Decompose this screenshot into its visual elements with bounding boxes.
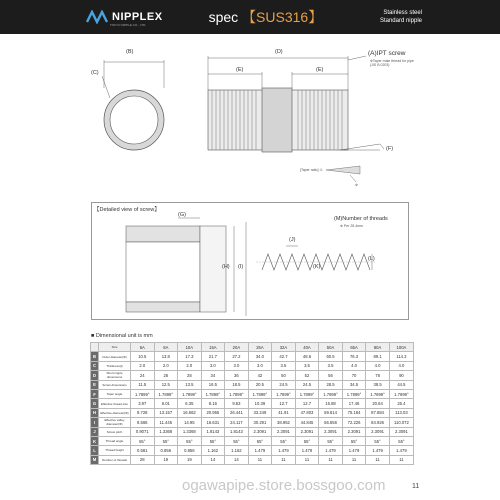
dimension-table-title: ■ Dimensional unit is mm (91, 333, 153, 339)
table-cell: 1.7899° (248, 389, 272, 398)
table-cell: 34 (201, 371, 225, 380)
table-cell: 11 (389, 455, 413, 464)
table-cell: 14 (201, 455, 225, 464)
table-cell: 38.952 (272, 418, 296, 427)
table-header-key (91, 343, 99, 352)
label-e-left: (E) (236, 67, 244, 73)
table-cell: 6.01 (154, 399, 178, 408)
row-name: Effective valley diameter(Φ) (99, 418, 131, 427)
title-material: 【SUS316】 (242, 9, 323, 25)
table-cell: 17.46 (342, 399, 366, 408)
table-cell: 4.0 (366, 361, 390, 370)
table-cell: 75.184 (342, 408, 366, 417)
table-cell: 2.3091 (389, 427, 413, 436)
table-cell: 9.53 (225, 399, 249, 408)
table-cell: 14 (225, 455, 249, 464)
table-cell: 26.441 (225, 408, 249, 417)
table-header-cell: 50A (319, 343, 343, 352)
row-name: Outer diameter(Φ) (99, 352, 131, 361)
table-cell: 0.856 (154, 446, 178, 455)
table-cell: 76.3 (342, 352, 366, 361)
label-h: (H) (222, 264, 230, 270)
table-cell: 84.926 (366, 418, 390, 427)
table-cell: 78 (366, 371, 390, 380)
table-cell: 1.7899° (342, 389, 366, 398)
table-header-cell: 65A (342, 343, 366, 352)
table-cell: 55° (342, 436, 366, 445)
table-cell: 0.581 (131, 446, 155, 455)
table-cell: 18.5 (225, 380, 249, 389)
table-cell: 55° (248, 436, 272, 445)
table-cell: 1.3368 (154, 427, 178, 436)
per-note: ※ Per 25.4mm (340, 224, 363, 228)
row-key: E (91, 380, 99, 389)
label-b: (B) (126, 49, 134, 55)
table-cell: 2.3091 (342, 427, 366, 436)
table-cell: 90 (389, 371, 413, 380)
table-cell: 1.7899° (201, 389, 225, 398)
table-cell: 87.884 (366, 408, 390, 417)
table-cell: 1.479 (342, 446, 366, 455)
label-i: (I) (238, 264, 244, 270)
table-cell: 2.3091 (295, 427, 319, 436)
table-cell: 11 (366, 455, 390, 464)
table-header-cell: 20A (225, 343, 249, 352)
row-key: G (91, 399, 99, 408)
row-key: F (91, 389, 99, 398)
page-number: 11 (412, 483, 420, 490)
table-cell: 70 (342, 371, 366, 380)
table-cell: 0.9071 (131, 427, 155, 436)
table-cell: 20.5 (248, 380, 272, 389)
table-row (91, 455, 414, 464)
row-name: Taper angle (99, 389, 131, 398)
table-cell: 110.072 (389, 418, 413, 427)
row-name: Effective diameter(Φ) (99, 408, 131, 417)
table-cell: 24.117 (225, 418, 249, 427)
table-cell: 18.631 (201, 418, 225, 427)
table-cell: 36 (225, 371, 249, 380)
table-header-cell: 15A (201, 343, 225, 352)
table-cell: 16.5 (201, 380, 225, 389)
table-cell: 72.226 (342, 418, 366, 427)
table-cell: 114.3 (389, 352, 413, 361)
label-f: (F) (386, 146, 394, 152)
table-cell: 15.88 (319, 399, 343, 408)
table-row (91, 361, 414, 370)
table-cell: 1.162 (201, 446, 225, 455)
table-cell: 2.0 (131, 361, 155, 370)
table-cell: 1.7899° (225, 389, 249, 398)
table-cell: 3.0 (201, 361, 225, 370)
table-cell: 1.162 (225, 446, 249, 455)
table-cell: 56 (319, 371, 343, 380)
label-k: (K) (313, 264, 321, 270)
table-cell: 27.2 (225, 352, 249, 361)
table-cell: 25.4 (389, 399, 413, 408)
table-cell: 9.728 (131, 408, 155, 417)
table-cell: 1.3368 (178, 427, 202, 436)
table-cell: 28 (131, 455, 155, 464)
taper-ratio-label: [Taper ratio] ① (300, 168, 323, 172)
table-cell: 44.5 (389, 380, 413, 389)
table-row (91, 371, 414, 380)
table-cell: 4.0 (389, 361, 413, 370)
brand-name: NIPPLEX (112, 11, 163, 23)
table-cell: 55° (225, 436, 249, 445)
table-cell: 17.3 (178, 352, 202, 361)
table-cell: 1.479 (366, 446, 390, 455)
table-cell: 34.5 (342, 380, 366, 389)
side-view-nipple (208, 56, 384, 152)
table-header-cell: 10A (178, 343, 202, 352)
table-header-cell: 25A (248, 343, 272, 352)
table-cell: 30.291 (248, 418, 272, 427)
label-g: (G) (178, 212, 186, 218)
label-a-ipt-screw: (A)IPT screw (368, 50, 406, 57)
table-cell: 19 (154, 455, 178, 464)
table-row (91, 389, 414, 398)
table-header-cell: 40A (295, 343, 319, 352)
table-cell: 3.0 (248, 361, 272, 370)
row-name: Thread angle (99, 436, 131, 445)
row-key: H (91, 408, 99, 417)
table-cell: 55° (295, 436, 319, 445)
table-cell: 1.479 (389, 446, 413, 455)
table-cell: 11 (295, 455, 319, 464)
table-cell: 1.7899° (131, 389, 155, 398)
table-header-cell: 6A (131, 343, 155, 352)
product-type-line2: Standard nipple (379, 18, 422, 24)
table-cell: 2.0 (178, 361, 202, 370)
row-key: C (91, 361, 99, 370)
table-cell: 1.7899° (178, 389, 202, 398)
table-cell: 55° (178, 436, 202, 445)
table-cell: 24 (131, 371, 155, 380)
table-cell: 4.0 (342, 361, 366, 370)
row-key: K (91, 436, 99, 445)
table-cell: 113.03 (389, 408, 413, 417)
table-cell: 3.5 (272, 361, 296, 370)
table-cell: 47.803 (295, 408, 319, 417)
table-cell: 3.5 (295, 361, 319, 370)
table-cell: 20.955 (201, 408, 225, 417)
label-d: (D) (275, 49, 283, 55)
table-cell: 28 (178, 371, 202, 380)
table-cell: 1.7899° (295, 389, 319, 398)
table-cell: 42 (248, 371, 272, 380)
table-cell: 28.5 (319, 380, 343, 389)
table-cell: 41.91 (272, 408, 296, 417)
table-cell: 13.5 (178, 380, 202, 389)
label-e-right: (E) (316, 67, 324, 73)
row-name: Screw dimensions (99, 380, 131, 389)
table-cell: 3.97 (131, 399, 155, 408)
label-l: (L) (368, 256, 375, 262)
dimension-table (90, 342, 414, 465)
table-cell: 8.566 (131, 418, 155, 427)
row-key: M (91, 455, 99, 464)
table-cell: 1.7899° (366, 389, 390, 398)
table-cell: 21.7 (201, 352, 225, 361)
row-key: I (91, 418, 99, 427)
table-cell: 13.8 (154, 352, 178, 361)
table-cell: 1.479 (319, 446, 343, 455)
table-cell: 3.0 (225, 361, 249, 370)
table-cell: 56.656 (319, 418, 343, 427)
table-cell: 50 (272, 371, 296, 380)
table-row (91, 399, 414, 408)
table-row (91, 408, 414, 417)
table-header-cell: 32A (272, 343, 296, 352)
table-cell: 38.5 (366, 380, 390, 389)
table-cell: 1.479 (295, 446, 319, 455)
title-main: spec (208, 9, 239, 25)
row-key: L (91, 446, 99, 455)
table-cell: 55° (131, 436, 155, 445)
table-cell: 55° (389, 436, 413, 445)
row-name: Number of threads (99, 455, 131, 464)
table-cell: 55° (319, 436, 343, 445)
table-cell: 1.7899° (389, 389, 413, 398)
table-row (91, 427, 414, 436)
table-cell: 60.5 (319, 352, 343, 361)
table-cell: 1.7899° (272, 389, 296, 398)
row-key: J (91, 427, 99, 436)
table-cell: 55° (366, 436, 390, 445)
table-header-cell: 80A (366, 343, 390, 352)
table-cell: 33.249 (248, 408, 272, 417)
table-cell: 8.16 (201, 399, 225, 408)
table-cell: 1.8143 (201, 427, 225, 436)
table-cell: 12.7 (272, 399, 296, 408)
table-cell: 1.479 (272, 446, 296, 455)
table-header-cell: 8A (154, 343, 178, 352)
table-cell: 10.39 (248, 399, 272, 408)
table-row (91, 436, 414, 445)
table-cell: 2.3091 (366, 427, 390, 436)
table-cell: 11 (272, 455, 296, 464)
table-cell: 1.479 (248, 446, 272, 455)
table-cell: 14.95 (178, 418, 202, 427)
table-cell: 16.662 (178, 408, 202, 417)
table-cell: 55° (272, 436, 296, 445)
table-cell: 52 (295, 371, 319, 380)
detail-title: 【Detailed view of screw】 (94, 207, 160, 213)
row-key: B (91, 352, 99, 361)
end-view-ring (102, 60, 164, 150)
table-cell: 12.7 (295, 399, 319, 408)
table-cell: 59.614 (319, 408, 343, 417)
table-cell: 11.5 (131, 380, 155, 389)
table-row (91, 352, 414, 361)
table-cell: 2.3091 (272, 427, 296, 436)
table-cell: 11 (248, 455, 272, 464)
table-cell: 44.845 (295, 418, 319, 427)
table-cell: 6.35 (178, 399, 202, 408)
table-cell: 34.0 (248, 352, 272, 361)
row-name: Short nipple dimensions (99, 371, 131, 380)
row-name: Thickness(t) (99, 361, 131, 370)
brand-subtitle: TOKYO NIPPLE CO., LTD. (110, 23, 147, 27)
table-cell: 10.5 (131, 352, 155, 361)
label-m-number-of-threads: (M)Number of threads (334, 216, 388, 222)
table-cell: 1.7899° (319, 389, 343, 398)
watermark: ogawapipe.store.bossgoo.com (182, 477, 386, 494)
table-cell: 2.3091 (319, 427, 343, 436)
table-cell: 12.5 (154, 380, 178, 389)
table-cell: 13.157 (154, 408, 178, 417)
table-header-cell: 100A (389, 343, 413, 352)
table-cell: 1.8143 (225, 427, 249, 436)
table-cell: 26 (154, 371, 178, 380)
label-c: (C) (91, 70, 99, 76)
table-cell: 1.7899° (154, 389, 178, 398)
table-cell: 24.5 (295, 380, 319, 389)
table-cell: 20.64 (366, 399, 390, 408)
table-cell: 24.5 (272, 380, 296, 389)
table-cell: 2.0 (154, 361, 178, 370)
taper-mark: ※ (355, 183, 358, 187)
table-header-cell: Size (99, 343, 131, 352)
table-cell: 55° (154, 436, 178, 445)
product-type-line1: Stainless steel (383, 10, 422, 16)
row-name: Effective thread size (99, 399, 131, 408)
table-cell: 2.3091 (248, 427, 272, 436)
table-row (91, 418, 414, 427)
table-cell: 42.7 (272, 352, 296, 361)
taper-ratio-mini (326, 166, 360, 182)
table-cell: 11.445 (154, 418, 178, 427)
table-cell: 89.1 (366, 352, 390, 361)
table-cell: 3.5 (319, 361, 343, 370)
table-cell: 11 (319, 455, 343, 464)
row-name: Thread height (99, 446, 131, 455)
table-cell: 55° (201, 436, 225, 445)
table-cell: 48.6 (295, 352, 319, 361)
table-row (91, 446, 414, 455)
row-key: D (91, 371, 99, 380)
table-row (91, 380, 414, 389)
taper-note: ※Taper male thread for pipe (JIS B 0203) (370, 59, 414, 67)
row-name: Screw pitch (99, 427, 131, 436)
table-cell: 0.856 (178, 446, 202, 455)
table-header-row (91, 343, 414, 352)
table-cell: 19 (178, 455, 202, 464)
table-cell: 11 (342, 455, 366, 464)
label-j: (J) (289, 237, 296, 243)
